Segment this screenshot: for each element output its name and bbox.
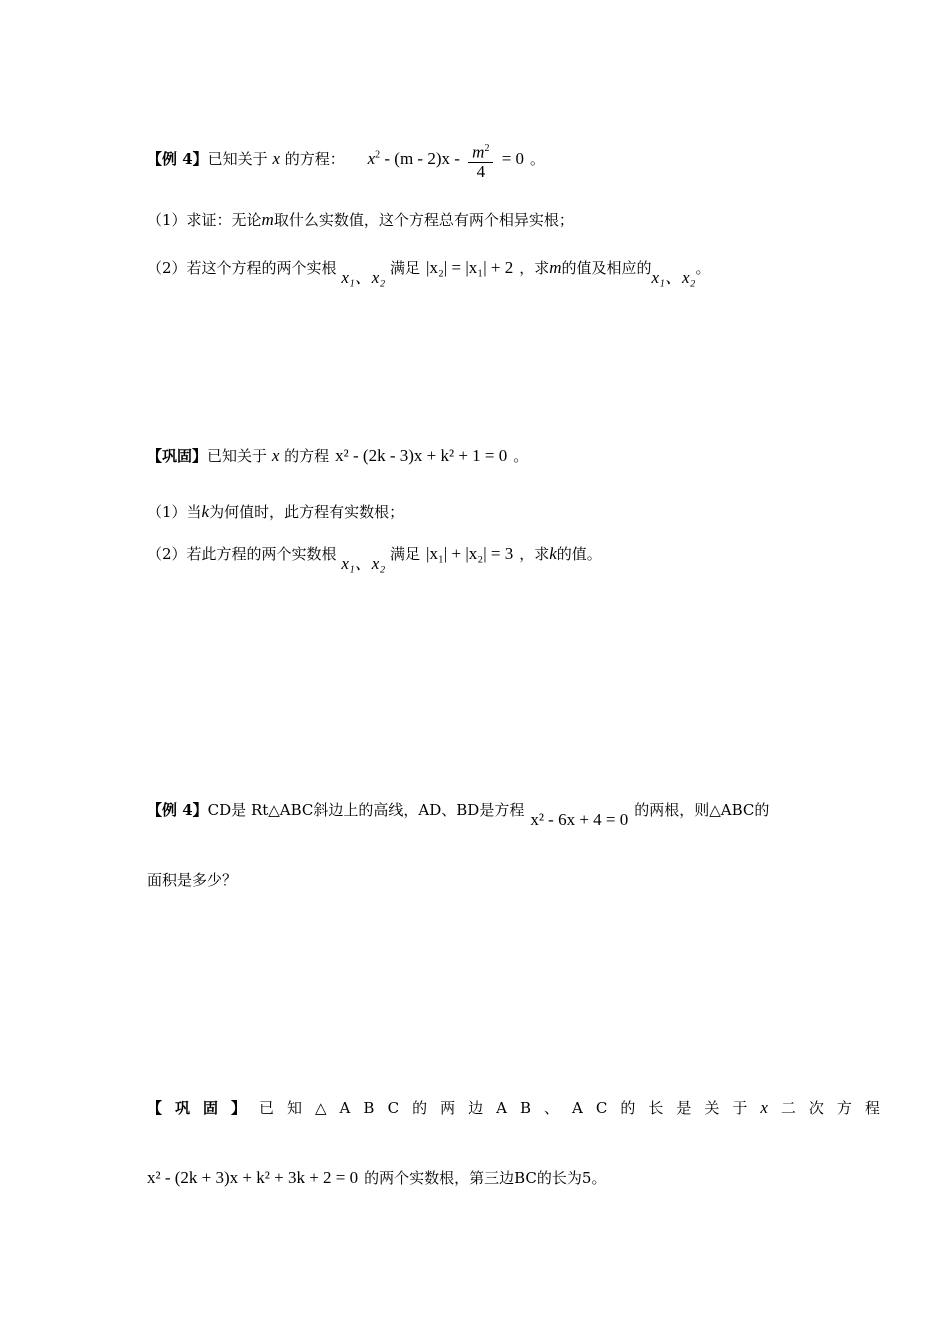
equation: $x^2 - (m - 2)x$ - $\frac{m^2}{4}$ = 0 <box>368 140 524 181</box>
equation: x² - (2k + 3)x + k² + 3k + 2 = 0 <box>147 1168 359 1187</box>
problem-3-question: 面积是多少？ <box>147 871 238 889</box>
problem-1-statement <box>147 140 545 181</box>
problem-1-q1: （1）求证：无论m取什么实数值，这个方程总有两个相异实根； <box>147 210 574 229</box>
text: 。 <box>530 150 546 169</box>
equation: x² - 6x + 4 = 0 <box>530 810 629 829</box>
problem-tag: 【巩固】 <box>147 447 208 465</box>
text: 的方程： <box>284 150 345 169</box>
problem-tag: 【例 4】 <box>147 150 208 169</box>
problem-4-equation-line: x² - (2k + 3)x + k² + 3k + 2 = 0 的两个实数根，第三边BC的长为5。 <box>147 1164 606 1192</box>
text: 已知关于 <box>207 150 268 169</box>
problem-4-statement: 【巩固】已知△ABC的两边AB、AC的长是关于x二次方程 <box>147 1098 893 1117</box>
var: x <box>272 149 281 169</box>
problem-3-statement: 【例 4】CD是 Rt△ABC斜边上的高线，AD、BD是方程 x² - 6x + 4 = 0 的两根，则△ABC的 <box>147 796 769 824</box>
problem-1-q2: （2）若这个方程的两个实根 x₁、x₂ 满足 |x₂| = |x₁| + 2 ，求m的值及相应的x₁、x₂。 <box>147 258 711 287</box>
problem-2-q2: （2）若此方程的两个实数根 x₁、x₂ 满足 |x₁| + |x₂| = 3 ，求k的值。 <box>147 544 602 573</box>
problem-2-q1: （1）当k为何值时，此方程有实数根； <box>147 502 405 521</box>
problem-tag: 【巩固】 <box>147 1099 260 1117</box>
problem-2-statement: 【巩固】已知关于 x 的方程 x² - (2k - 3)x + k² + 1 = 0 。 <box>147 442 528 470</box>
equation: x² - (2k - 3)x + k² + 1 = 0 <box>335 446 508 465</box>
problem-tag: 【例 4】 <box>147 801 208 819</box>
